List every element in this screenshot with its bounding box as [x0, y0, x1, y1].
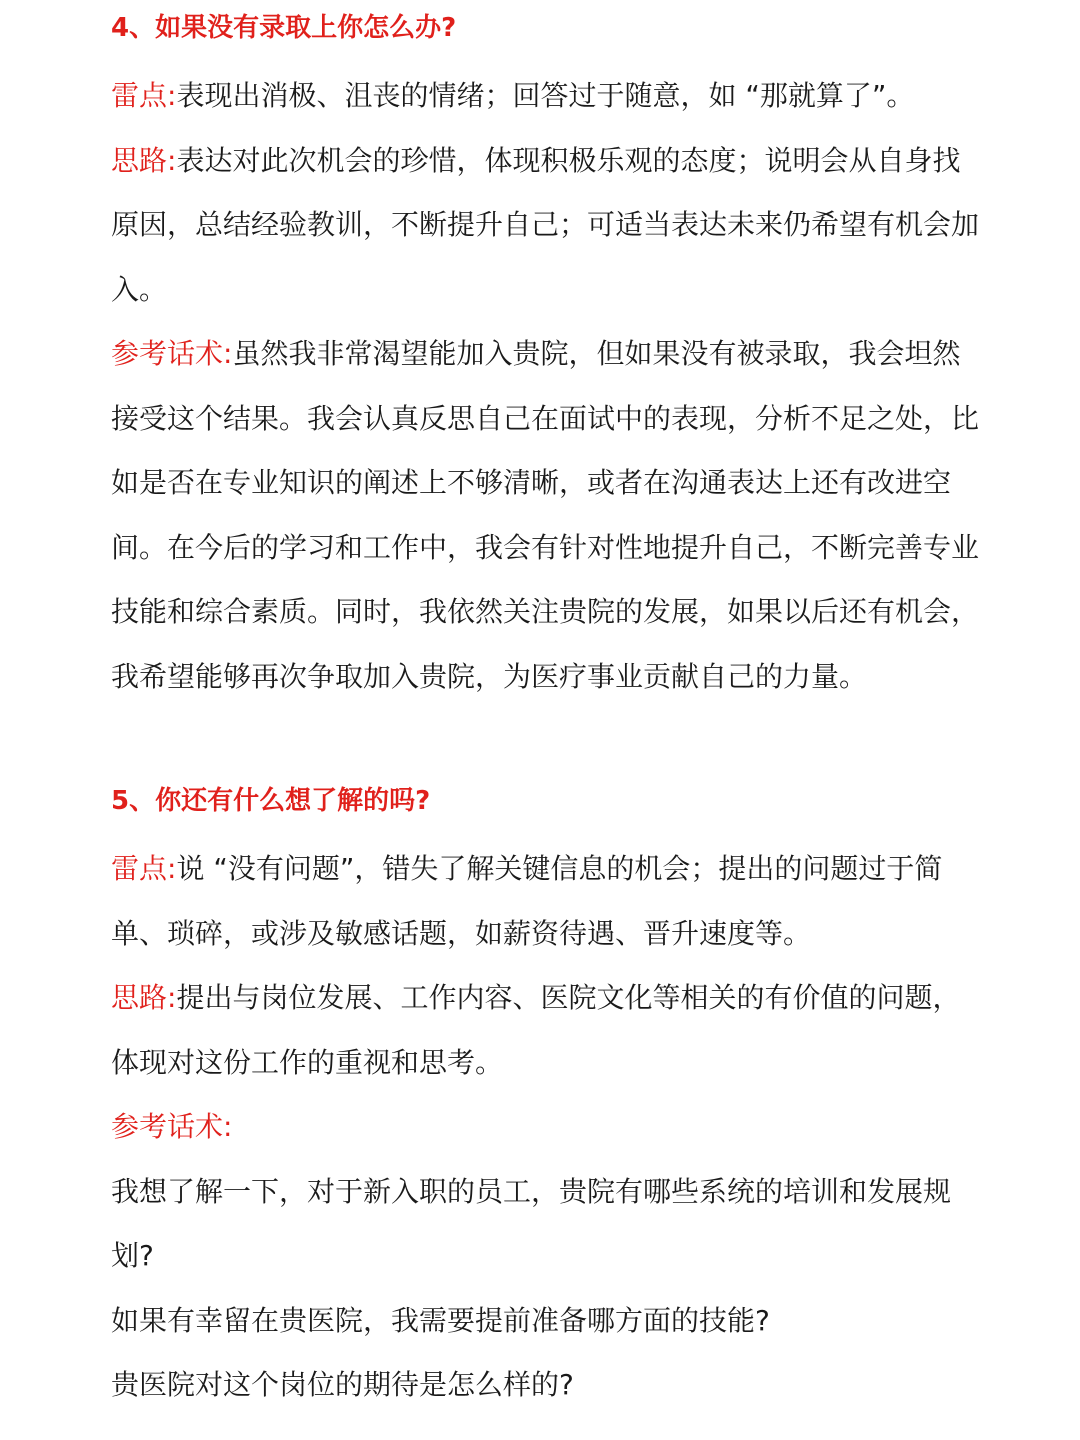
- idea-label: 思路:: [111, 143, 177, 177]
- pitfall-text: 说 “没有问题”，错失了解关键信息的机会；提出的问题过于简单、琐碎，或涉及敏感话题，如薪资待遇、晋升速度等。: [111, 852, 943, 950]
- idea-text: 提出与岗位发展、工作内容、医院文化等相关的有价值的问题，体现对这份工作的重视和思考。: [111, 981, 961, 1079]
- idea-paragraph: [111, 129, 980, 323]
- section-title: 4、如果没有录取上你怎么办?: [111, 13, 457, 43]
- idea-label: 思路:: [111, 981, 177, 1014]
- pitfall-label: 雷点:: [111, 79, 177, 112]
- question-item: 我想了解一下，对于新入职的员工，贵院有哪些系统的培训和发展规划?: [111, 1174, 952, 1272]
- pitfall-text: 表现出消极、沮丧的情绪；回答过于随意，如 “那就算了”。: [176, 79, 915, 112]
- answer-text: 虽然我非常渴望能加入贵院，但如果没有被录取，我会坦然接受这个结果。我会认真反思自己在面试中的表现，分析不足之处，比如是否在专业知识的阐述上不够清晰，或者在沟通表达上还有改进空间。在今后的学习和工作中，我会有针对性地提升自己，不断完善专业技能和综合素质。同时，我依然关注贵院的发展，如果以后还有机会，我希望能够再次争取加入贵院，为医疗事业贡献自己的力量。: [111, 337, 980, 693]
- question-section-4: [111, 0, 980, 709]
- section-title: 5、你还有什么想了解的吗?: [111, 786, 431, 816]
- idea-text: 表达对此次机会的珍惜，体现积极乐观的态度；说明会从自身找原因，总结经验教训，不断提升自己；可适当表达未来仍希望有机会加入。: [111, 143, 980, 306]
- pitfall-label: 雷点:: [111, 852, 177, 885]
- question-item: 如果有幸留在贵医院，我需要提前准备哪方面的技能?: [111, 1303, 770, 1337]
- answer-label: 参考话术:: [111, 1110, 233, 1143]
- pitfall-paragraph: [111, 837, 980, 966]
- question-section-5: [111, 773, 980, 1418]
- answer-heading: [111, 1095, 980, 1160]
- idea-paragraph: [111, 966, 980, 1095]
- pitfall-paragraph: [111, 64, 980, 129]
- answer-paragraph: [111, 322, 980, 709]
- answer-label: 参考话术:: [111, 337, 233, 370]
- question-item: 贵医院对这个岗位的期待是怎么样的?: [111, 1368, 574, 1401]
